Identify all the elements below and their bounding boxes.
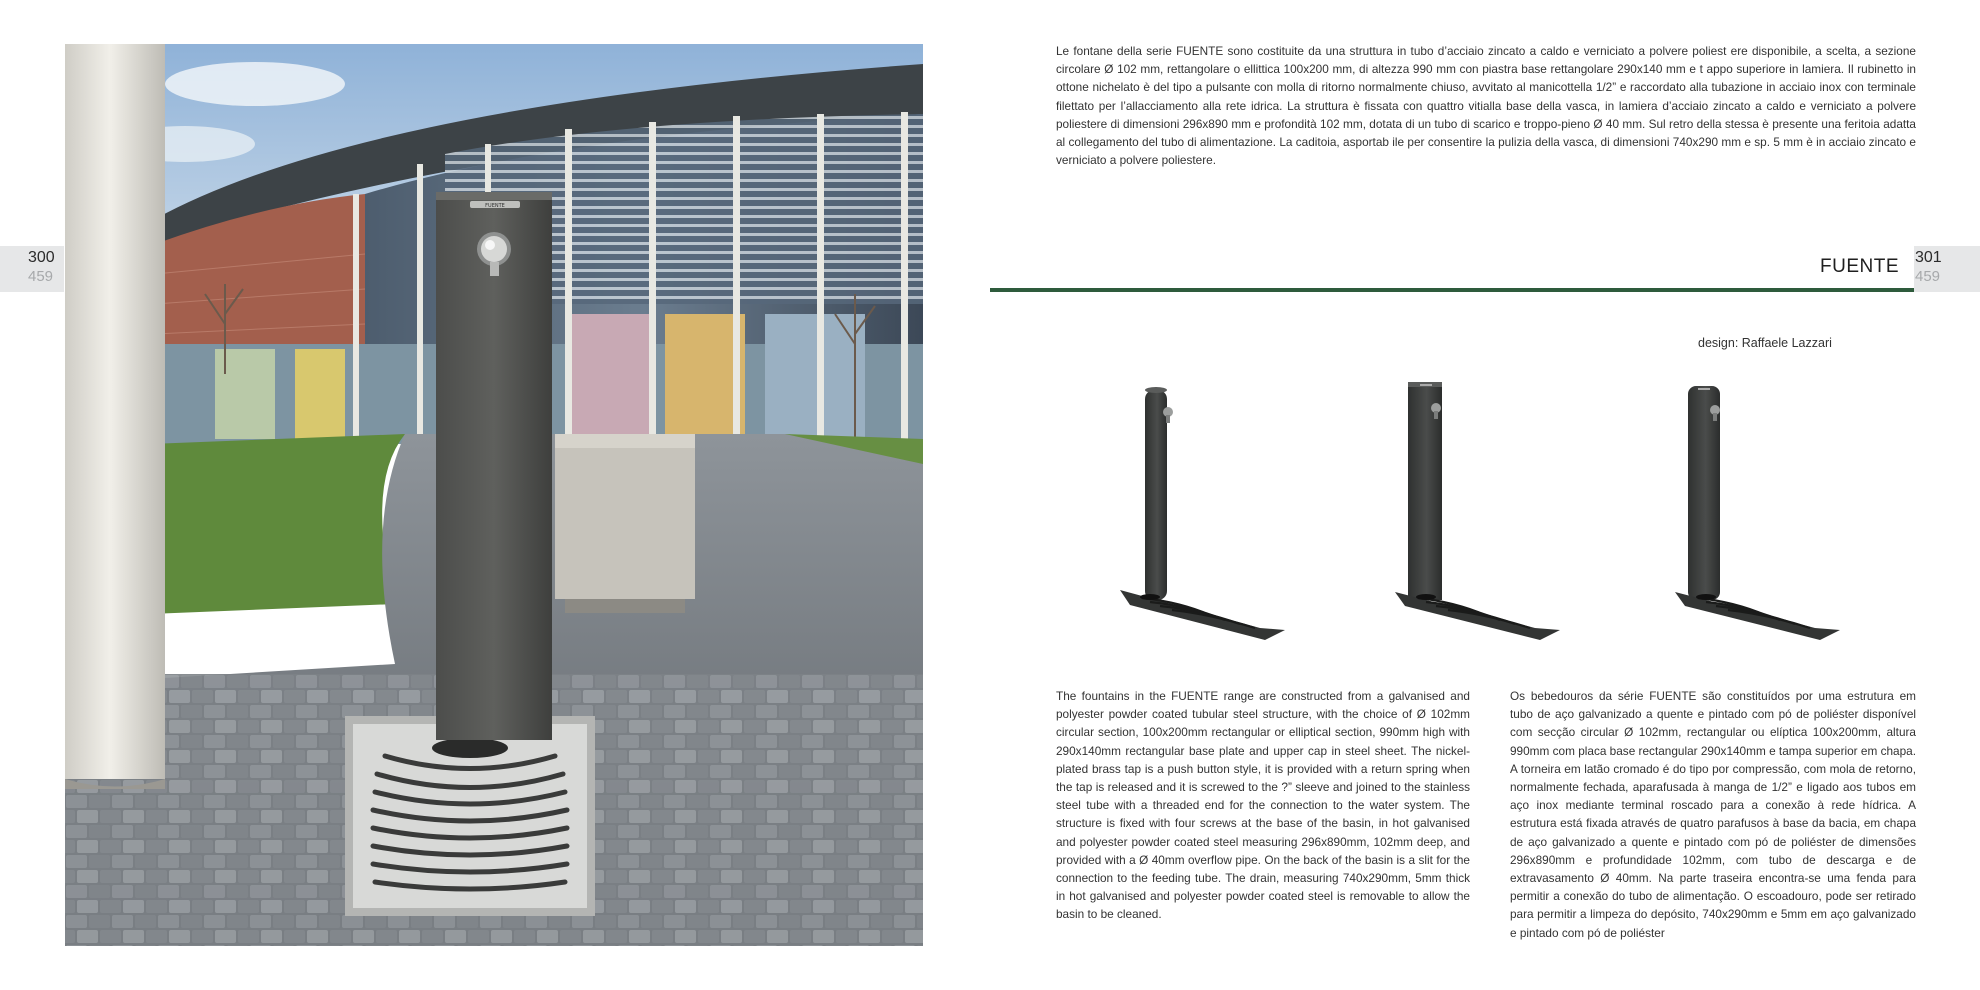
designer-credit: design: Raffaele Lazzari [1698,336,1832,350]
page-total: 459 [28,268,54,285]
fountain-circular-section [1120,387,1285,640]
page-number: 301 [1915,249,1942,266]
page-number-tab-left [0,246,64,292]
title-rule [990,288,1914,292]
page-total: 459 [1915,268,1941,285]
english-description: The fountains in the FUENTE range are constructed from a galvanised and polyester powder coated tubular steel structure, with the choice of Ø 102mm circular section, 100x200mm rectangular or elliptical section, 990mm high with 290x140mm rectangular base plate and upper cap in steel sheet. The nickel-plated brass tap is a push button style, it is provided with a return spring when the tap is released and it is screwed to the ?” sleeve and joined to the stainless steel tube with a threaded end for the connection to the water system. The structure is fixed with four screws at the base of the basin, in hot galvanised and polyester powder coated steel measuring 296x890mm, 102mm deep, and provided with a Ø 40mm overflow pipe. On the back of the basin is a slit for the connection to the feeding tube. The drain, measuring 740x290mm, 5mm thick in hot galvanised and polyester powder coated steel is removable to allow the basin to be cleaned. [1056,689,1470,922]
italian-description: Le fontane della serie FUENTE sono costituite da una struttura in tubo d’acciaio zincato a caldo e verniciato a polvere poliest ere disponibile, a scelta, a sezione circolare Ø 102 mm, rettangolare o ellittica 100x200 mm, di altezza 990 mm con piastra base rettangolare 290x140 mm e t appo superiore in lamiera. Il rubinetto in ottone nichelato è del tipo a pulsante con molla di ritorno normalmente chiuso, avvitato al manicottella 1/2” e raccordato alla tubazione in acciaio inox con terminale filettato per l’allacciamento alla rete idrica. La struttura è fissata con quattro vitialla base della vasca, in lamiera d’acciaio zincato a caldo e verniciato a polvere poliestere di dimensioni 296x890 mm e profondità 102 mm, dotata di un tubo di scarico e troppo-pieno Ø 40 mm. Sul retro della stessa è presente una feritoia adatta al collegamento del tubo di alimentazione. La caditoia, asportab ile per consentire la pulizia della vasca, di dimensioni 740x290 mm e sp. 5 mm è in acciaio zincato e verniciato a polvere poliestere. [1056,44,1916,168]
page-number-tab-right [1914,246,1980,292]
fountain-rectangular-section [1395,382,1560,640]
fountain-elliptical-section [1675,386,1840,640]
fountain-photo [65,44,923,946]
product-variants [1050,370,1920,670]
portuguese-description: Os bebedouros da série FUENTE são constituídos por uma estrutura em tubo de aço galvanizado a quente e pintado com pó de poliéster disponível com secção circular Ø 102mm, rectangular ou elíptica 100x200mm, altura 990mm com placa base rectangular 290x140mm e tampa superior em chapa. A torneira em latão cromado é do tipo por compressão, com mola de retorno, normalmente fechada, aparafusada à manga de 1/2” e ligado aos tubos em aço inox mediante terminal roscado para a conexão à rede hídrica. A estrutura está fixada através de quatro parafusos à base da bacia, em chapa de aço galvanizado a quente e pintado com pó de poliéster de dimensões 296x890mm e profundidade 102mm, com tubo de descarga e de extravasamento Ø 40mm. Na parte traseira encontra-se uma fenda para permitir a conexão do tubo de alimentação. O escoadouro, pode ser retirado para permitir a limpeza do depósito, 740x290mm e 5mm em aço galvanizado e pintado com pó de poliéster [1510,689,1916,940]
page-title: FUENTE [1820,256,1899,277]
page-number: 300 [28,249,55,266]
fountain-brand-plate: FUENTE [485,203,505,209]
